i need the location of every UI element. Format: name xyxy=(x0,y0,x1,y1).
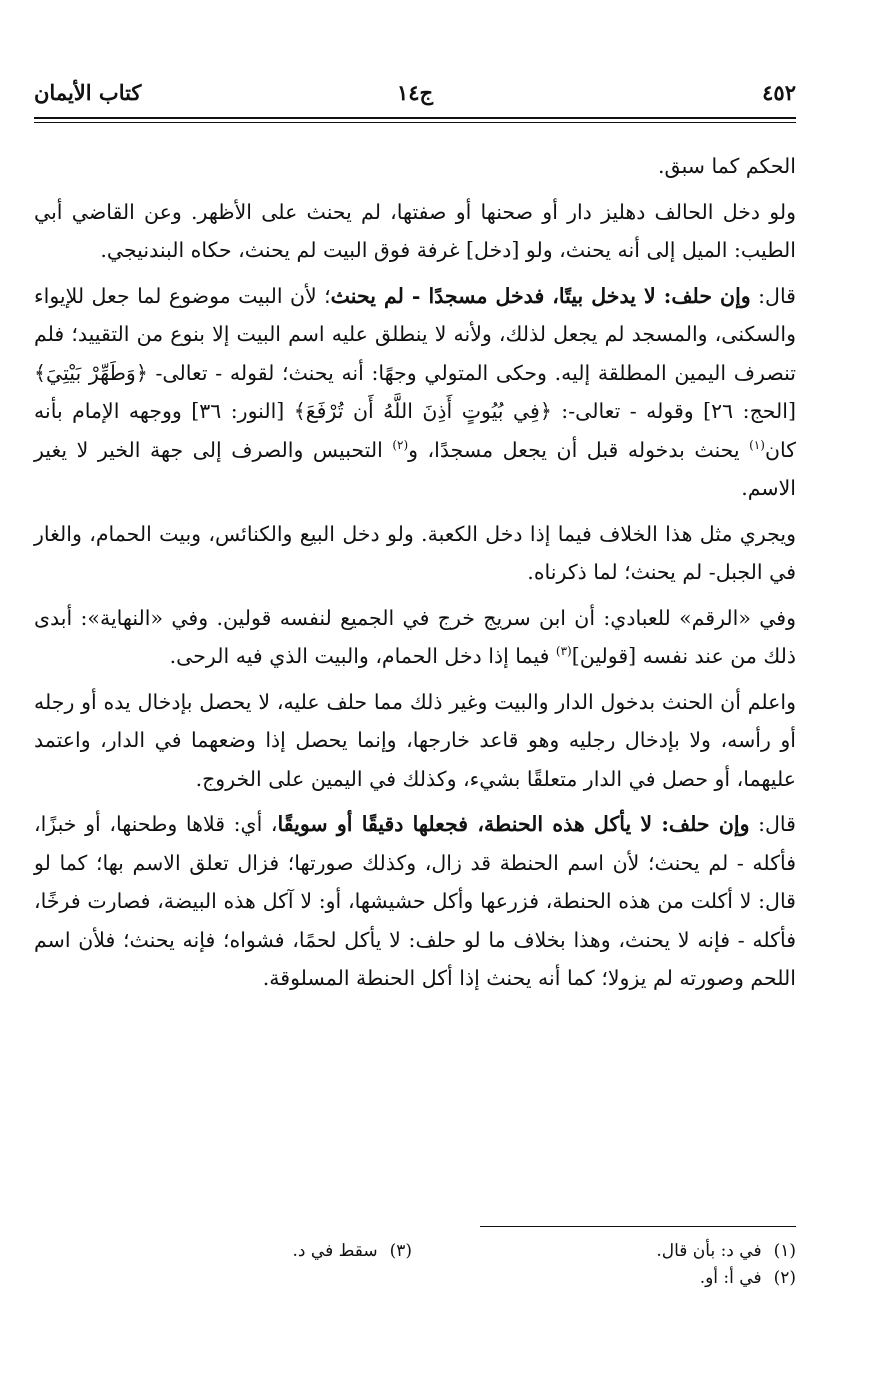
book-page xyxy=(34,0,796,1379)
paragraph: واعلم أن الحنث بدخول الدار والبيت وغير ذلك مما حلف عليه، لا يحصل بإدخال يده أو رجله أو رأسه، ولا بإدخال رجليه وهو قاعد خارجها، وإنما يحصل إذا وضعهما في الدار، واعتمد عليهما، أو حصل في الدار متعلقًا بشيء، وكذلك في اليمين على الخروج. xyxy=(34,689,796,791)
header-rule-thin xyxy=(34,122,796,123)
page-header xyxy=(34,80,796,110)
paragraph: ولو دخل الحالف دهليز دار أو صحنها أو صفتها، لم يحنث على الأظهر. وعن القاضي أبي الطيب: الميل إلى أنه يحنث، ولو [دخل] غرفة فوق البيت لم يحنث، حكاه البندنيجي. xyxy=(34,199,796,262)
bold-text: وإن حلف: لا يدخل بيتًا، فدخل مسجدًا - لم يحنث xyxy=(330,283,751,308)
footnote: (٣)سقط في د. xyxy=(292,1241,412,1261)
paragraph: قال: وإن حلف: لا يدخل بيتًا، فدخل مسجدًا - لم يحنث؛ لأن البيت موضوع لما جعل للإيواء والسكنى، والمسجد لم يجعل لذلك، ولأنه لا ينطلق عليه اسم البيت إلا بنوع من التقييد؛ فلم تنصرف اليمين المطلقة إليه. وحكى المتولي وجهًا: أنه يحنث؛ لقوله - تعالى- ﴿وَطَهِّرْ بَيْتِيَ﴾ [الحج: ٢٦] وقوله - تعالى-: ﴿فِي بُيُوتٍ أَذِنَ اللَّهُ أَن تُرْفَعَ﴾ [النور: ٣٦] ووجهه الإمام بأنه كان$^{(١)}$ يحنث بدخوله قبل أن يجعل مسجدًا، و$^{(٢)}$ التحبيس والصرف إلى جهة الخير لا يغير الاسم. xyxy=(34,283,796,500)
book-title: كتاب الأيمان xyxy=(34,80,142,105)
bold-text: وإن حلف: لا يأكل هذه الحنطة، فجعلها دقيقًا أو سويقًا xyxy=(277,812,750,836)
footnote: (٢)في أ: أو. xyxy=(699,1268,796,1288)
main-text xyxy=(34,147,796,1005)
footnote-ref: (١) xyxy=(749,437,765,452)
footnote-ref: (٣) xyxy=(555,644,572,659)
paragraph: الحكم كما سبق. xyxy=(657,154,796,178)
header-rule-thick xyxy=(34,117,796,119)
footnote-separator xyxy=(480,1226,796,1227)
footnote-ref: (٢) xyxy=(392,437,409,452)
volume-number: ج١٤ xyxy=(396,80,434,105)
paragraph: قال: وإن حلف: لا يأكل هذه الحنطة، فجعلها دقيقًا أو سويقًا، أي: قلاها وطحنها، أو خبزًا، فأكله - لم يحنث؛ لأن اسم الحنطة قد زال، وكذلك صورتها؛ فزال تعلق الاسم بها؛ كما لو قال: لا أكلت من هذه الحنطة، فزرعها وأكل حشيشها، أو: لا آكل هذه البيضة، فصارت فرخًا، فأكله - فإنه لا يحنث، وهذا بخلاف ما لو حلف: لا يأكل لحمًا، فشواه؛ فإنه يحنث؛ فلأن اسم اللحم وصورته لم يزولا؛ كما أنه يحنث إذا أكل الحنطة المسلوقة. xyxy=(34,812,796,990)
footnote: (١)في د: بأن قال. xyxy=(656,1241,796,1261)
page-number: ٤٥٢ xyxy=(762,80,796,105)
paragraph: ويجري مثل هذا الخلاف فيما إذا دخل الكعبة. ولو دخل البيع والكنائس، وبيت الحمام، والغار في الجبل- لم يحنث؛ لما ذكرناه. xyxy=(34,521,796,584)
paragraph: وفي «الرقم» للعبادي: أن ابن سريج خرج في الجميع لنفسه قولين. وفي «النهاية»: أبدى ذلك من عند نفسه [قولين]$^{(٣)}$ فيما إذا دخل الحمام، والبيت الذي فيه الرحى. xyxy=(34,605,796,668)
